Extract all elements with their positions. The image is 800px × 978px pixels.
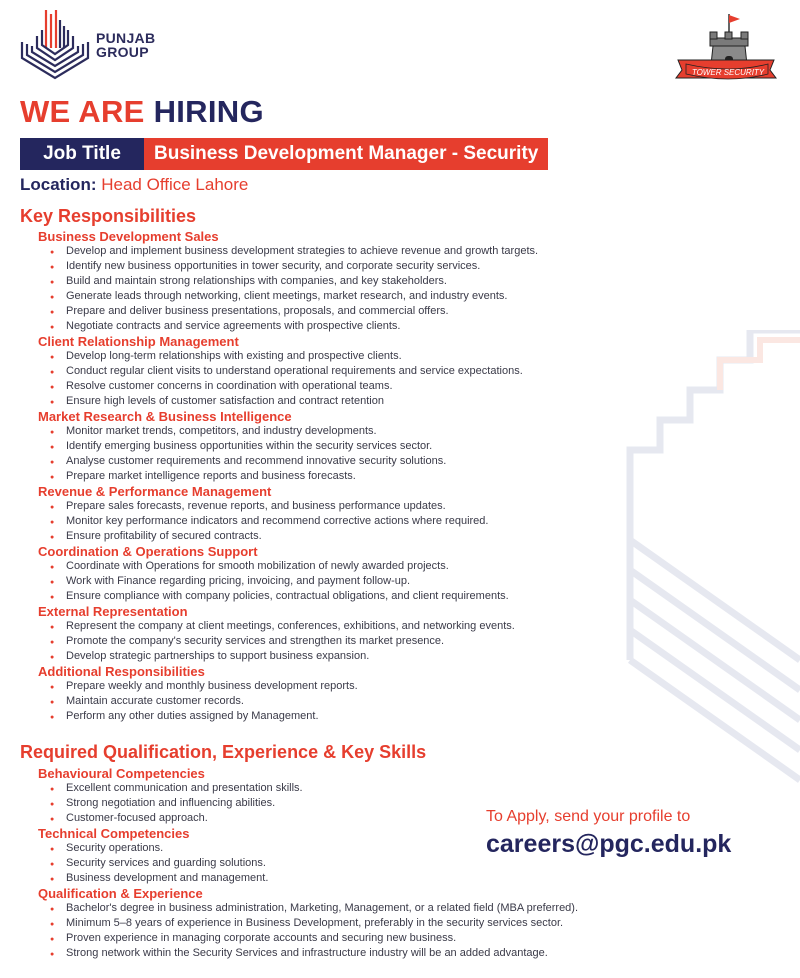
- list-item: ● Prepare and deliver business presentations, proposals, and commercial offers.: [50, 304, 678, 319]
- list-item: ● Work with Finance regarding pricing, invoicing, and payment follow-up.: [50, 574, 678, 589]
- list-item: ● Strong network within the Security Services and infrastructure industry will be an added advantage.: [50, 946, 678, 961]
- responsibility-list: [50, 619, 678, 664]
- list-item: ● Ensure profitability of secured contracts.: [50, 529, 678, 544]
- qualification-group-title: Behavioural Competencies: [38, 766, 205, 781]
- location-value: Head Office Lahore: [101, 175, 249, 194]
- responsibility-group-title: Revenue & Performance Management: [38, 484, 272, 499]
- list-item: ● Identify emerging business opportunities within the security services sector.: [50, 439, 678, 454]
- apply-email[interactable]: careers@pgc.edu.pk: [486, 830, 732, 858]
- list-item: ● Generate leads through networking, client meetings, market research, and industry events.: [50, 289, 678, 304]
- responsibility-list: [50, 559, 678, 604]
- list-item: ● Promote the company's security services and strengthen its market presence.: [50, 634, 678, 649]
- tower-security-badge-icon: [672, 12, 780, 96]
- responsibility-list: [50, 349, 678, 409]
- qualifications-section: [38, 766, 678, 961]
- location-label: Location:: [20, 175, 97, 194]
- responsibility-group-title: Additional Responsibilities: [38, 664, 205, 679]
- responsibilities-section: [38, 229, 678, 724]
- list-item: ● Business development and management.: [50, 871, 678, 886]
- logo-line-1: PUNJAB: [96, 30, 156, 46]
- list-item: ● Conduct regular client visits to understand operational requirements and service expectations.: [50, 364, 678, 379]
- list-item: ● Bachelor's degree in business administration, Marketing, Management, or a related field (MBA preferred).: [50, 901, 678, 916]
- responsibility-group-title: Market Research & Business Intelligence: [38, 409, 292, 424]
- list-item: ● Perform any other duties assigned by Management.: [50, 709, 678, 724]
- list-item: ● Analyse customer requirements and recommend innovative security solutions.: [50, 454, 678, 469]
- list-item: ● Monitor market trends, competitors, and industry developments.: [50, 424, 678, 439]
- job-title-label: Job Title: [20, 138, 144, 170]
- list-item: ● Prepare market intelligence reports and business forecasts.: [50, 469, 678, 484]
- list-item: ● Proven experience in managing corporate accounts and securing new business.: [50, 931, 678, 946]
- apply-instruction: To Apply, send your profile to: [486, 808, 691, 825]
- qualification-group-title: Qualification & Experience: [38, 886, 203, 901]
- apply-block: [486, 808, 731, 859]
- responsibility-group-title: External Representation: [38, 604, 188, 619]
- list-item: ● Develop and implement business development strategies to achieve revenue and growth targets.: [50, 244, 678, 259]
- responsibilities-heading: Key Responsibilities: [20, 206, 197, 226]
- qualification-list: [50, 901, 678, 961]
- logo-line-2: GROUP: [96, 44, 149, 60]
- list-item: ● Identify new business opportunities in tower security, and corporate security services.: [50, 259, 678, 274]
- job-title-value: Business Development Manager - Security: [144, 138, 548, 170]
- list-item: ● Monitor key performance indicators and recommend corrective actions where required.: [50, 514, 678, 529]
- list-item: ● Strong negotiation and influencing abilities.: [50, 796, 678, 811]
- list-item: ● Prepare sales forecasts, revenue reports, and business performance updates.: [50, 499, 678, 514]
- list-item: ● Coordinate with Operations for smooth mobilization of newly awarded projects.: [50, 559, 678, 574]
- responsibility-group-title: Coordination & Operations Support: [38, 544, 258, 559]
- list-item: ● Represent the company at client meetings, conferences, exhibitions, and networking events.: [50, 619, 678, 634]
- job-location: [20, 175, 248, 195]
- punjab-group-emblem-icon: [20, 8, 90, 82]
- list-item: ● Ensure high levels of customer satisfaction and contract retention: [50, 394, 678, 409]
- list-item: ● Security operations.: [50, 841, 678, 856]
- headline: [20, 94, 264, 130]
- responsibility-group-title: Client Relationship Management: [38, 334, 239, 349]
- list-item: ● Maintain accurate customer records.: [50, 694, 678, 709]
- list-item: ● Develop long-term relationships with existing and prospective clients.: [50, 349, 678, 364]
- job-title-bar: [20, 138, 548, 170]
- list-item: ● Negotiate contracts and service agreements with prospective clients.: [50, 319, 678, 334]
- headline-part-1: WE ARE: [20, 94, 145, 129]
- list-item: ● Prepare weekly and monthly business development reports.: [50, 679, 678, 694]
- responsibility-list: [50, 679, 678, 724]
- responsibility-list: [50, 424, 678, 484]
- list-item: ● Resolve customer concerns in coordination with operational teams.: [50, 379, 678, 394]
- list-item: ● Develop strategic partnerships to support business expansion.: [50, 649, 678, 664]
- responsibility-list: [50, 499, 678, 544]
- list-item: ● Build and maintain strong relationships with companies, and key stakeholders.: [50, 274, 678, 289]
- list-item: ● Security services and guarding solutions.: [50, 856, 678, 871]
- list-item: ● Excellent communication and presentation skills.: [50, 781, 678, 796]
- list-item: ● Minimum 5–8 years of experience in Business Development, preferably in the security services sector.: [50, 916, 678, 931]
- badge-text: TOWER SECURITY: [691, 68, 765, 77]
- responsibility-group-title: Business Development Sales: [38, 229, 219, 244]
- qualifications-heading: Required Qualification, Experience & Key Skills: [20, 742, 427, 762]
- list-item: ● Ensure compliance with company policies, contractual obligations, and client requirements.: [50, 589, 678, 604]
- headline-part-2: HIRING: [153, 94, 264, 129]
- qualification-group-title: Technical Competencies: [38, 826, 190, 841]
- responsibility-list: [50, 244, 678, 334]
- list-item: ● Customer-focused approach.: [50, 811, 678, 826]
- punjab-group-logo: [20, 8, 155, 82]
